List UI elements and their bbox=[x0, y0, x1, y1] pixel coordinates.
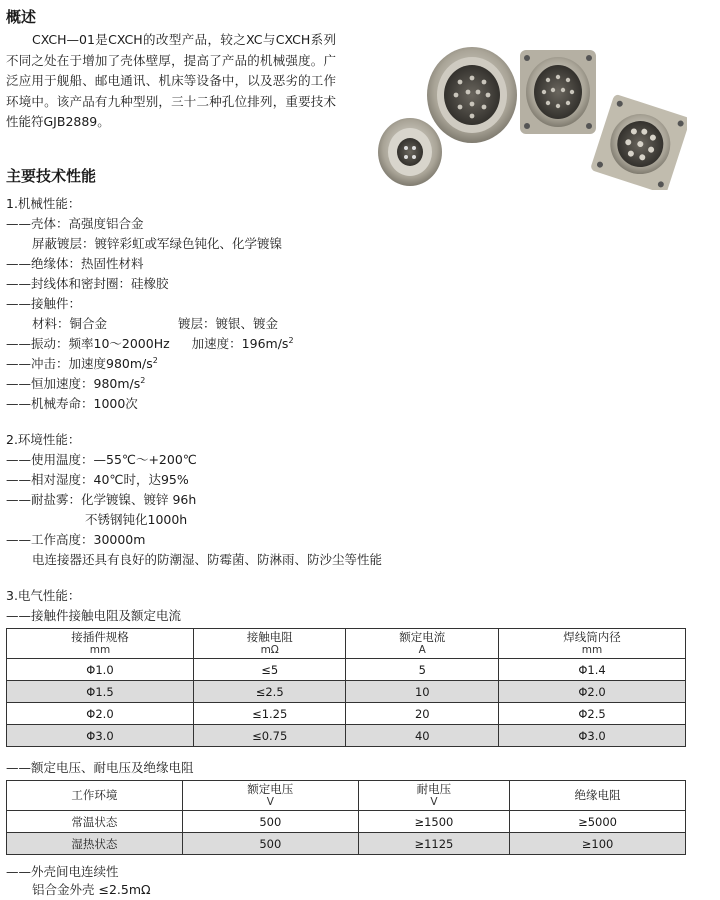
table-cell: ≤1.25 bbox=[193, 703, 346, 725]
voltage-table bbox=[6, 780, 686, 855]
table-header-cell: 绝缘电阻 bbox=[510, 781, 686, 811]
table-header-cell: 额定电流 A bbox=[346, 629, 499, 659]
table-cell: ≥100 bbox=[510, 833, 686, 855]
continuity-value: 铝合金外壳 ≤2.5mΩ bbox=[32, 882, 151, 897]
table-header-cell: 耐电压 V bbox=[358, 781, 509, 811]
table-cell: ≤2.5 bbox=[193, 681, 346, 703]
table-header-cell: 接插件规格 mm bbox=[7, 629, 194, 659]
receptacle-square bbox=[590, 94, 687, 190]
table-cell: Φ1.5 bbox=[7, 681, 194, 703]
table-cell: 10 bbox=[346, 681, 499, 703]
insulator-line: ——绝缘体：热固性材料 bbox=[6, 256, 144, 271]
table-header-cell: 焊线筒内径 mm bbox=[499, 629, 686, 659]
table-cell: ≤5 bbox=[193, 659, 346, 681]
table-cell: Φ1.0 bbox=[7, 659, 194, 681]
table-cell: Φ1.4 bbox=[499, 659, 686, 681]
main-title: 主要技术性能 bbox=[6, 167, 97, 185]
table-row bbox=[7, 833, 686, 855]
table-cell: 湿热状态 bbox=[7, 833, 183, 855]
overview-title: 概述 bbox=[6, 8, 37, 26]
plug-large bbox=[427, 47, 517, 143]
table-cell: Φ3.0 bbox=[7, 725, 194, 747]
table-cell: Φ2.0 bbox=[7, 703, 194, 725]
continuity-title: ——外壳间电连续性 bbox=[6, 864, 119, 879]
const-accel-line bbox=[6, 374, 145, 392]
square-superscript: 2 bbox=[140, 375, 146, 385]
table-cell: Φ3.0 bbox=[499, 725, 686, 747]
shell-line: ——壳体：高强度铝合金 bbox=[6, 216, 144, 231]
contact-table-title: ——接触件接触电阻及额定电流 bbox=[6, 608, 182, 623]
table-cell: 常温状态 bbox=[7, 811, 183, 833]
table-cell: 500 bbox=[182, 833, 358, 855]
table-header-row bbox=[7, 781, 686, 811]
humidity-line: ——相对湿度：40℃时，达95% bbox=[6, 472, 189, 487]
table-row bbox=[7, 703, 686, 725]
table-header-cell: 额定电压 V bbox=[182, 781, 358, 811]
table-cell: ≥1500 bbox=[358, 811, 509, 833]
table-cell: 500 bbox=[182, 811, 358, 833]
table-header-row bbox=[7, 629, 686, 659]
environment-extra: 电连接器还具有良好的防潮湿、防霉菌、防淋雨、防沙尘等性能 bbox=[32, 552, 383, 567]
table-header-cell: 接触电阻 mΩ bbox=[193, 629, 346, 659]
table-cell: Φ2.5 bbox=[499, 703, 686, 725]
vibration-text: ——振动：频率10～2000Hz bbox=[6, 336, 170, 351]
mechanical-title: 1.机械性能： bbox=[6, 196, 81, 211]
salt-line: ——耐盐雾：化学镀镍、镀锌 96h bbox=[6, 492, 197, 507]
table-row bbox=[7, 681, 686, 703]
table-row bbox=[7, 725, 686, 747]
plating-line: 屏蔽镀层：镀锌彩虹或军绿色钝化、化学镀镍 bbox=[32, 236, 283, 251]
vibration-line bbox=[6, 334, 294, 352]
const-accel-text: ——恒加速度：980m/s bbox=[6, 376, 141, 391]
life-line: ——机械寿命：1000次 bbox=[6, 396, 138, 411]
altitude-line: ——工作高度：30000m bbox=[6, 532, 146, 547]
overview-text: CXCH—01是CXCH的改型产品，较之XC与CXCH系列不同之处在于增加了壳体壁厚，提高了产品的机械强度。广泛应用于舰船、邮电通讯、机床等设备中，以及恶劣的工作环境中。该产品有九种型别，三十二种孔位排列，重要技术性能符GJB2889。 bbox=[6, 32, 336, 129]
environment-title: 2.环境性能： bbox=[6, 432, 81, 447]
square-superscript: 2 bbox=[152, 355, 158, 365]
voltage-table-title: ——额定电压、耐电压及绝缘电阻 bbox=[6, 760, 194, 775]
plug-small bbox=[378, 118, 442, 186]
table-row bbox=[7, 659, 686, 681]
table-cell: ≥5000 bbox=[510, 811, 686, 833]
vibration-accel-text: 加速度：196m/s bbox=[191, 336, 289, 351]
electrical-title: 3.电气性能： bbox=[6, 588, 81, 603]
contact-line: ——接触件： bbox=[6, 296, 82, 311]
connector-photo bbox=[372, 40, 687, 190]
table-row bbox=[7, 811, 686, 833]
shock-text: ——冲击：加速度980m/s bbox=[6, 356, 153, 371]
seal-line: ——封线体和密封圈：硅橡胶 bbox=[6, 276, 169, 291]
table-cell: 5 bbox=[346, 659, 499, 681]
square-superscript: 2 bbox=[288, 335, 294, 345]
salt-line-2: 不锈钢钝化1000h bbox=[85, 512, 188, 527]
table-cell: ≤0.75 bbox=[193, 725, 346, 747]
table-cell: 20 bbox=[346, 703, 499, 725]
material-line: 材料：铜合金 bbox=[32, 316, 108, 331]
table-cell: Φ2.0 bbox=[499, 681, 686, 703]
contact-plating-line: 镀层：镀银、镀金 bbox=[178, 316, 279, 331]
receptacle-flange bbox=[520, 50, 596, 134]
temp-line: ——使用温度：—55℃～+200℃ bbox=[6, 452, 197, 467]
table-header-cell: 工作环境 bbox=[7, 781, 183, 811]
table-cell: 40 bbox=[346, 725, 499, 747]
shock-line bbox=[6, 354, 158, 372]
contact-table bbox=[6, 628, 686, 747]
table-cell: ≥1125 bbox=[358, 833, 509, 855]
